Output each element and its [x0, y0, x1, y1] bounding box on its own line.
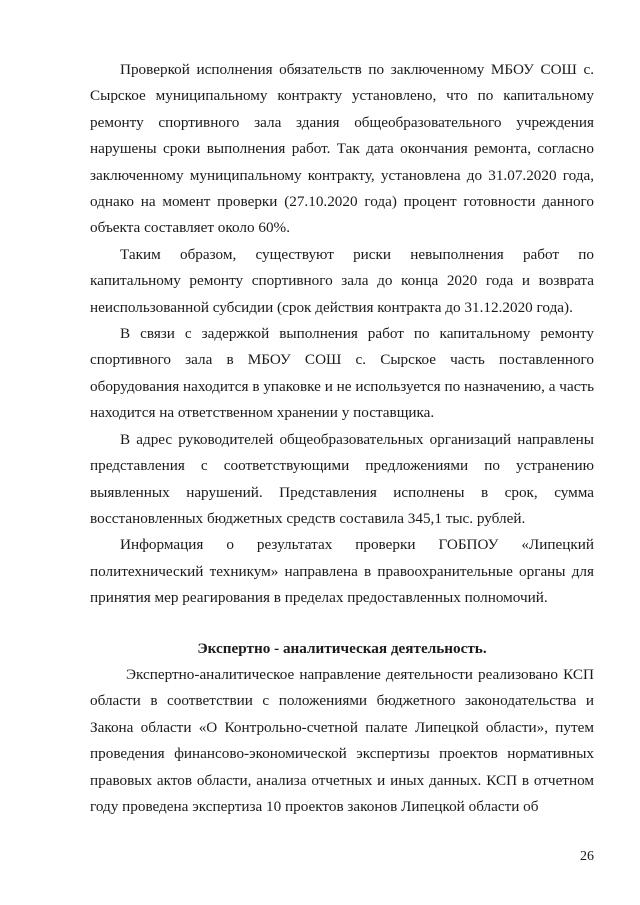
page-number: 26	[580, 849, 594, 864]
paragraph-risks: Таким образом, существуют риски невыполнения работ по капитальному ремонту спортивного зала до конца 2020 года и возврата неиспользованной субсидии (срок действия контракта до 31.12.2020 года).	[90, 245, 594, 316]
paragraph-law-enforcement: Информация о результатах проверки ГОБПОУ «Липецкий политехнический техникум» направлена в правоохранительные органы для принятия мер реагирования в пределах предоставленных полномочий.	[90, 536, 594, 607]
paragraph-contract-inspection: Проверкой исполнения обязательств по заключенному МБОУ СОШ с. Сырское муниципальному контракту установлено, что по капитальному ремонту спортивного зала здания общеобразовательного учреждения нарушены сроки выполнения работ. Так дата окончания ремонта, согласно заключенному муниципальному контракту, установлена до 31.07.2020 года, однако на момент проверки (27.10.2020 года) процент готовности данного объекта составляет около 60%.	[90, 61, 594, 237]
section-heading: Экспертно - аналитическая деятельность.	[197, 639, 487, 657]
paragraph-expert-analysis: Экспертно-аналитическое направление деятельности реализовано КСП области в соответствии с положениями бюджетного законодательства и Закона области «О Контрольно-счетной палате Липецкой области», путем проведения финансово-экономической экспертизы проектов нормативных правовых актов области, анализа отчетных и иных данных. КСП в отчетном году проведена экспертиза 10 проектов законов Липецкой области об	[90, 665, 594, 815]
paragraph-representations: В адрес руководителей общеобразовательных организаций направлены представления с соответствующими предложениями по устранению выявленных нарушений. Представления исполнены в срок, сумма восстановленных бюджетных средств составила 345,1 тыс. рублей.	[90, 430, 594, 527]
paragraph-equipment: В связи с задержкой выполнения работ по капитальному ремонту спортивного зала в МБОУ СОШ с. Сырское часть поставленного оборудования находится в упаковке и не используется по назначению, а часть находится на ответственном хранении у поставщика.	[90, 325, 594, 422]
